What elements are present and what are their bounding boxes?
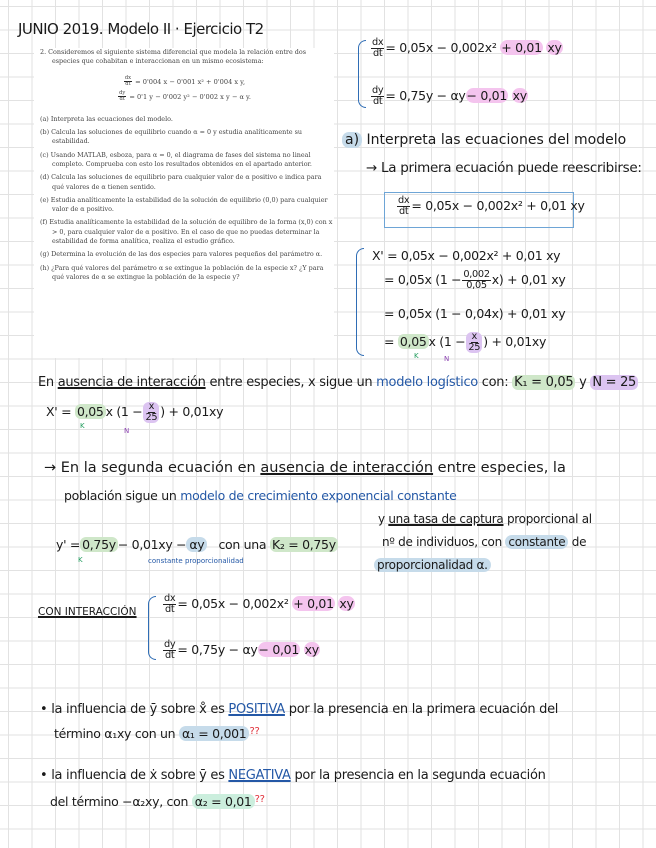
eq-highlight: xy [339,596,354,612]
constant-highlight: constante [505,535,568,549]
frac-den: dt [398,206,409,218]
eq-text: ) + 0,01xy [483,334,547,350]
capture-line2 [382,535,586,549]
system-eq1 [370,38,563,59]
frac-num: x [148,401,155,412]
brace-icon [148,596,156,660]
second-line1 [44,460,566,476]
frac-num: dx [124,74,132,81]
n-label: N [124,427,130,435]
frac-den: 25 [145,412,158,424]
boxed-eq [396,196,585,217]
brace-icon [358,40,366,108]
eq-highlight: + 0,01 [501,40,542,56]
part-a-heading [342,132,626,148]
interaction-eq1 [162,594,355,615]
frac-den: 25 [468,342,481,354]
exercise-item: (g) Determina la evolución de las dos especies para valores pequeños del parámetro α. [40,250,323,259]
bullet-2-line1 [40,768,546,783]
frac-den: dt [119,96,125,103]
deriv-line: = 0,05x (1 − 0,04x) + 0,01 xy [384,306,566,321]
text: y [378,512,385,526]
exercise-eq1: = 0'004 x − 0'001 x² + 0'004 x y, [135,77,246,86]
eq-highlight: + 0,01 [293,596,334,612]
eq-text: = [384,334,395,350]
question-marks: ?? [249,726,260,737]
exercise-item: (a) Interpreta las ecuaciones del modelo. [40,114,173,123]
frac-num: dx [398,195,410,206]
eq-text: = 0,05x − 0,002x² [177,596,289,612]
text: proporcional al [506,512,592,526]
exercise-item: (d) Calcula las soluciones de equilibrio para cualquier valor de α positivo e indica para qué valores de α tienen sentido. [40,173,322,191]
eq-highlight: − 0,01 [258,642,299,658]
eq-highlight: − 0,01 [466,88,507,104]
second-line2 [64,488,456,503]
k-label: K [414,352,419,360]
frac-den: dt [164,604,175,616]
eq-text: = 0,75y − αy [385,88,466,104]
constant-note: constante proporcionalidad [148,557,244,565]
frac-den: dt [372,48,383,60]
deriv-line: X' = 0,05x − 0,002x² + 0,01 xy [372,248,561,263]
text: población sigue un [64,488,177,503]
frac-den: dt [125,81,131,88]
eq-highlight: xy [512,88,527,104]
frac-num: dy [372,85,384,96]
eq-text: = 0,05x − 0,002x² + 0,01 xy [411,198,585,214]
k-label: K [80,422,85,430]
underlined-text: ausencia de interacción [260,460,434,476]
text: con una [218,537,267,552]
heading-text: Interpreta las ecuaciones del modelo [366,132,627,148]
interaction-eq2 [162,640,320,661]
alpha2-highlight: α₂ = 0,01 [192,794,255,809]
brace-icon [356,248,364,356]
eq-text: = 0,75y − αy [177,642,258,658]
text: entre especies, x sigue un [209,375,373,390]
frac-den: 0,05 [466,280,487,292]
text: término α₁xy con un [54,726,176,741]
absence-x-eq [46,402,223,423]
frac-den: dt [372,96,383,108]
eq-text: x (1 − [105,404,143,420]
eq-text: = 0,05x (1 − [384,272,462,288]
deriv-line [384,332,546,353]
eq-text: − 0,01xy − [117,537,187,552]
page-title: JUNIO 2019. Modelo II · Ejercicio T2 [18,20,264,38]
part-a-line1: → La primera ecuación puede reescribirse: [366,160,642,176]
text: de [571,535,587,549]
second-eq [56,537,338,552]
frac-num: dy [164,639,176,650]
exercise-item: (f) Estudia analíticamente la estabilidad de la solución de equilibro de la forma (x,0) con x > 0, para cualquier valor de α positivo. En el caso de que no puedas determinar la estabilidad de forma analítica, realiza el estudio gráfico. [40,218,333,245]
exercise-system [34,75,334,105]
part-label: a) [342,132,362,148]
exercise-item: (b) Calcula las soluciones de equilibrio cuando α = 0 y estudia analíticamente su estabilidad. [40,128,303,146]
capture-line1 [378,512,592,526]
positive-label: POSITIVA [228,702,285,717]
frac-num: 0,002 [463,269,490,280]
text: y [579,375,587,390]
n-highlight: N = 25 [592,375,637,390]
alpha1-highlight: α₁ = 0,001 [179,726,249,741]
frac-num: x [471,331,478,342]
k1-highlight: K₁ = 0,05 [514,375,574,390]
interaction-label: CON INTERACCIÓN [38,606,137,618]
blue-text: modelo logístico [376,375,478,390]
absence-x-line [38,375,638,390]
frac-den: dt [164,650,175,662]
bullet-1-line1 [40,702,558,717]
k2-highlight: K₂ = 0,75y [271,537,336,552]
question-marks: ?? [254,794,265,805]
exercise-item: (e) Estudia analíticamente la estabilidad de la solución de equilibrio (0,0) para cualquier valor de α positivo. [40,195,328,214]
exercise-eq2: = 0'1 y − 0'002 y² − 0'002 x y − α y. [129,92,251,101]
frac-num: dx [164,593,176,604]
exercise-item: (c) Usando MATLAB, esboza, para α = 0, el diagrama de fases del sistema no lineal completo. Comprueba con esto los resultados obtenidos en el apartado anterior. [40,150,312,168]
text: nº de individuos, con [382,535,502,549]
text: por la presencia en la segunda ecuación [294,768,546,783]
text: En [38,375,54,390]
k-highlight: 0,75y [82,537,116,552]
capture-line3 [374,558,491,572]
k-highlight: 0,05 [76,404,104,420]
blue-text: modelo de crecimiento exponencial constante [180,488,457,503]
eq-text: = 0,05x − 0,002x² [385,40,497,56]
text: entre especies, la [437,460,566,476]
proportionality-highlight: proporcionalidad α. [374,558,491,572]
exercise-intro: 2. Consideremos el siguiente sistema diferencial que modela la relación entre dos especies que cohabitan e interaccionan en un mismo ecosistema: [40,48,306,66]
underlined-text: ausencia de interacción [57,375,206,390]
k-label: K [78,556,83,564]
eq-text: X' = [46,404,72,420]
eq-highlight: xy [547,40,562,56]
text: • la influencia de ȳ sobre x̊ es [40,702,225,717]
text: del término −α₂xy, con [50,794,189,809]
bullet-2-line2 [50,794,265,809]
bullet-1-line2 [54,726,259,741]
text: → En la segunda ecuación en [44,460,256,476]
text: por la presencia en la primera ecuación del [288,702,559,717]
deriv-line [384,270,565,291]
frac-num: dy [119,89,126,96]
negative-label: NEGATIVA [228,768,291,783]
frac-num: dx [372,37,384,48]
exercise-item: (h) ¿Para qué valores del parámetro α se extingue la población de la especie x? ¿Y para qué valores de α se extingue la población de la especie y? [40,263,324,281]
eq-text: x) + 0,01 xy [491,272,566,288]
system-eq2 [370,86,528,107]
n-label: N [444,355,450,363]
text: con: [481,375,509,390]
eq-text: ) + 0,01xy [160,404,224,420]
eq-highlight: xy [304,642,319,658]
text: • la influencia de ẋ sobre ȳ es [40,768,225,783]
eq-text: x (1 − [428,334,466,350]
underlined-text: una tasa de captura [388,512,504,526]
exercise-statement [34,48,334,358]
alpha-highlight: αy [186,537,207,552]
k-highlight: 0,05 [399,334,427,350]
eq-text: y' = [56,537,81,552]
